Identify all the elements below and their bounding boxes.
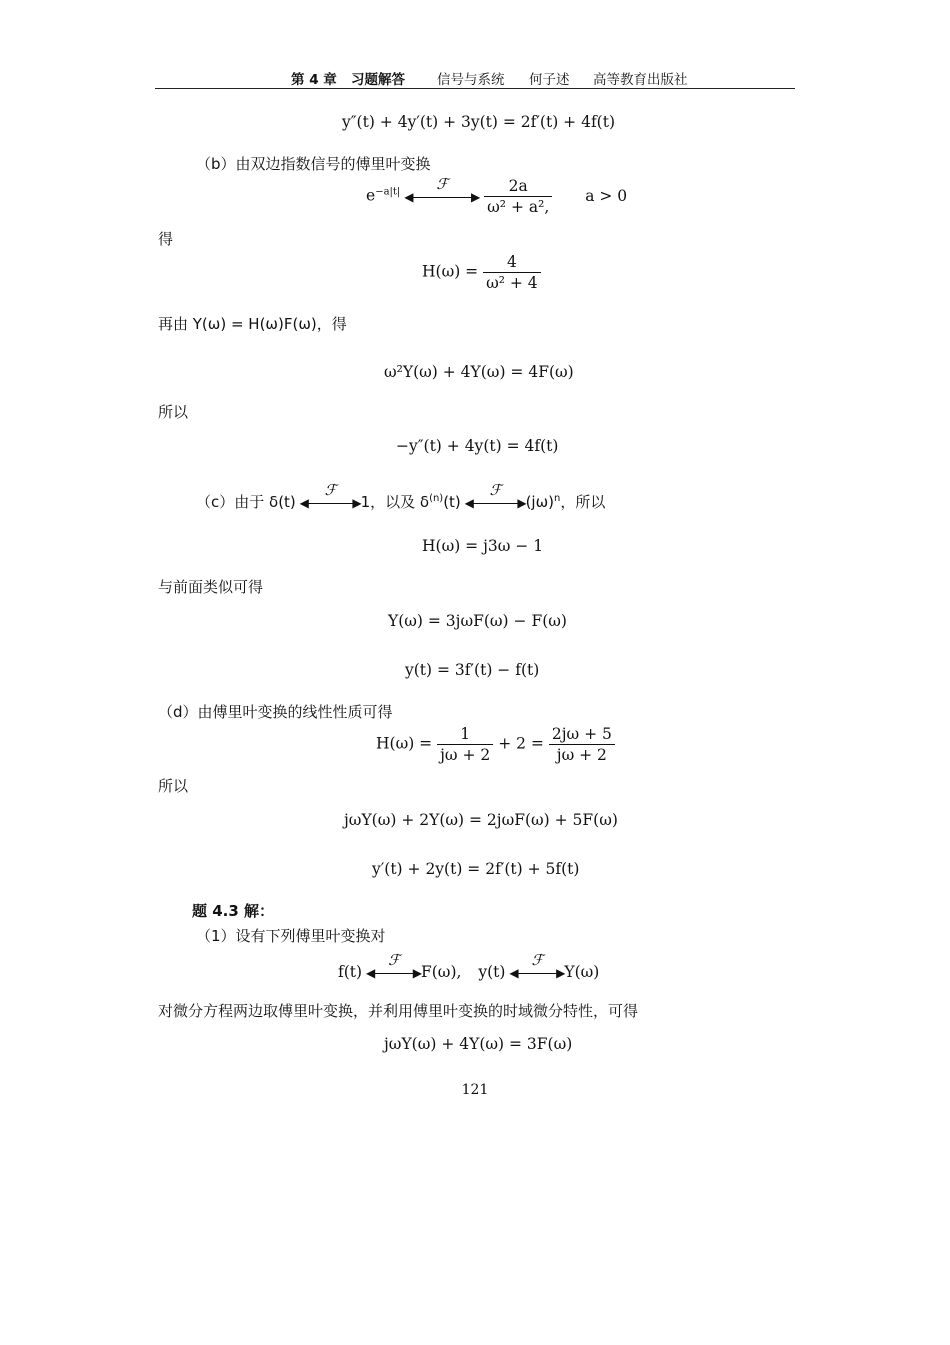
H-d-equation (376, 724, 615, 765)
pair-f: f(t) (338, 963, 363, 981)
transform-fraction (484, 176, 552, 217)
text-again: 再由 Y(ω) = H(ω)F(ω)，得 (158, 315, 347, 333)
text-differentiation: 对微分方程两边取傅里叶变换，并利用傅里叶变换的时域微分特性，可得 (158, 1002, 639, 1020)
fourier-symbol: ℱ (489, 480, 502, 499)
fourier-arrow-y: ℱ ◀ ▶ (509, 951, 566, 980)
equation-c2: y(t) = 3f′(t) − f(t) (405, 661, 540, 679)
text-similar: 与前面类似可得 (158, 578, 264, 596)
pair-Y: Y(ω) (564, 963, 600, 981)
condition: a > 0 (585, 186, 628, 205)
H-d-mid: + 2 = (498, 734, 544, 753)
part-d-intro: （d）由傅里叶变换的线性性质可得 (158, 703, 393, 721)
equation-d2: y′(t) + 2y(t) = 2f′(t) + 5f(t) (372, 860, 580, 878)
fourier-symbol: ℱ (436, 174, 449, 193)
part-c-mid: 1，以及 δ (360, 493, 430, 511)
H-b-numerator: 4 (483, 252, 541, 273)
header-publisher: 高等教育出版社 (593, 72, 688, 88)
header-section: 习题解答 (351, 72, 405, 88)
equation-d1: jωY(ω) + 2Y(ω) = 2jωF(ω) + 5F(ω) (344, 811, 618, 829)
page-number: 121 (461, 1082, 489, 1098)
problem-4-3-heading: 题 4.3 解： (192, 902, 275, 920)
H-d-lhs: H(ω) = (376, 734, 433, 753)
problem-4-3-part-1: （1）设有下列傅里叶变换对 (196, 927, 386, 945)
exp-power: −a|t| (375, 186, 401, 198)
H-d-denominator-2: jω + 2 (556, 746, 607, 764)
equation-1: y″(t) + 4y′(t) + 3y(t) = 2f′(t) + 4f(t) (342, 113, 615, 131)
H-d-fraction-2 (549, 724, 615, 765)
fourier-arrow-c2: ℱ ◀ ▶ (464, 480, 527, 510)
H-d-fraction-1 (437, 724, 493, 765)
H-c-equation: H(ω) = j3ω − 1 (422, 537, 544, 555)
H-b-fraction (483, 252, 541, 293)
fourier-symbol: ℱ (324, 480, 337, 499)
text-de: 得 (158, 230, 174, 248)
header-chapter: 第 4 章 (291, 72, 337, 88)
exp-base: e (366, 186, 376, 205)
equation-b2: ω²Y(ω) + 4Y(ω) = 4F(ω) (384, 363, 574, 381)
H-b-denominator: ω² + 4 (486, 274, 538, 292)
fourier-symbol: ℱ (531, 951, 544, 969)
H-d-denominator-1: jω + 2 (440, 746, 491, 764)
fourier-arrow-f: ℱ ◀ ▶ (366, 951, 422, 980)
exp-transform-pair (366, 176, 627, 217)
page-header (155, 66, 795, 89)
part-c-pre: （c）由于 δ(t) (196, 493, 296, 511)
transform-pairs (338, 951, 600, 981)
part-b-intro: （b）由双边指数信号的傅里叶变换 (196, 155, 431, 173)
fourier-arrow-c1: ℱ ◀ ▶ (299, 480, 362, 510)
part-c-mid2: (t) (443, 493, 461, 511)
text-suoyi-2: 所以 (158, 777, 189, 795)
pair-F: F(ω), (421, 963, 462, 981)
equation-b3: −y″(t) + 4y(t) = 4f(t) (396, 437, 559, 455)
header-author: 何子述 (529, 72, 570, 88)
fraction-denominator: ω² + a², (487, 198, 550, 216)
equation-c1: Y(ω) = 3jωF(ω) − F(ω) (388, 612, 567, 630)
H-b-equation (422, 252, 541, 293)
part-c-line (196, 480, 606, 512)
fraction-numerator: 2a (484, 176, 552, 197)
part-c-post-sup: n (554, 493, 561, 504)
part-c-end: ，所以 (560, 493, 606, 511)
fourier-symbol: ℱ (388, 951, 400, 969)
header-book: 信号与系统 (437, 72, 505, 88)
equation-final: jωY(ω) + 4Y(ω) = 3F(ω) (384, 1035, 573, 1053)
fourier-arrow: ℱ ◀ ▶ (404, 174, 481, 204)
part-c-sup: (n) (429, 493, 444, 504)
pair-y: y(t) (478, 963, 506, 981)
part-c-post: (jω) (525, 493, 555, 511)
H-b-lhs: H(ω) = (422, 262, 479, 281)
H-d-numerator-1: 1 (437, 724, 493, 745)
H-d-numerator-2: 2jω + 5 (549, 724, 615, 745)
text-suoyi-1: 所以 (158, 403, 189, 421)
